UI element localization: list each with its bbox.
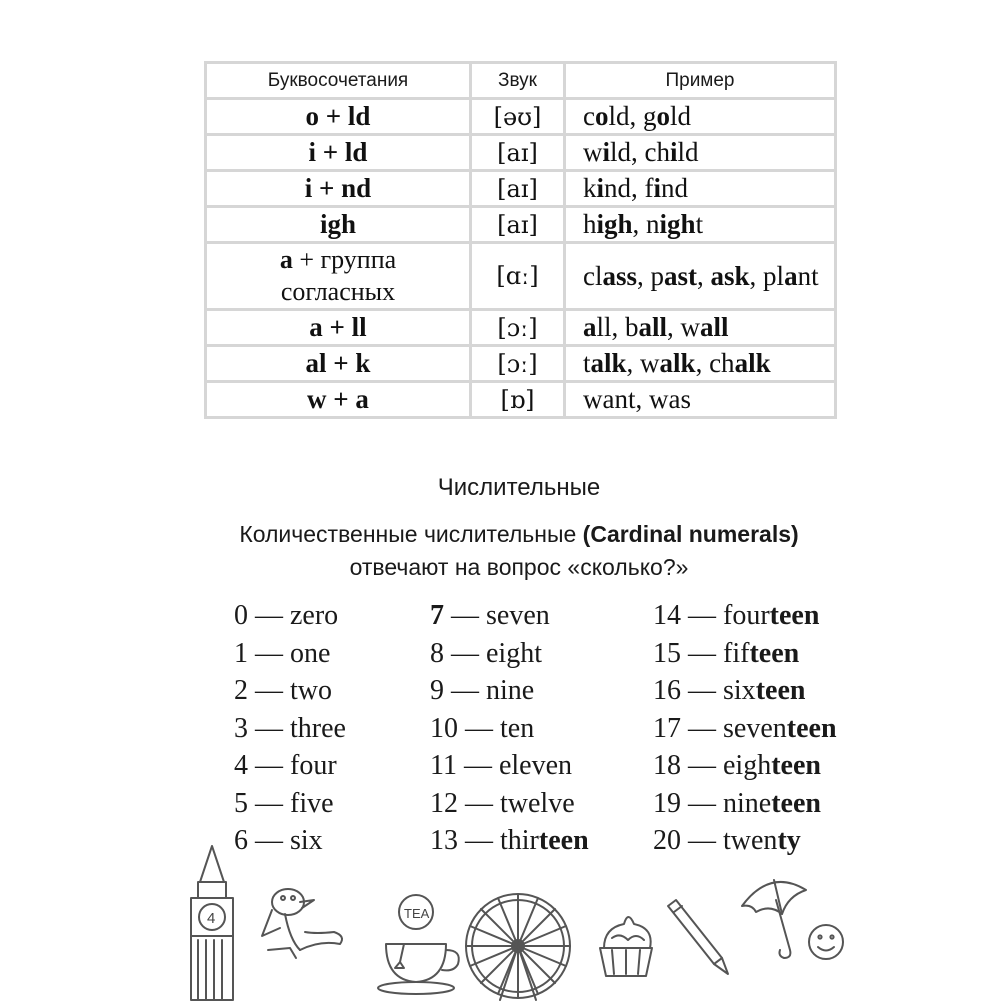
numeral-digit: 0: [234, 600, 248, 631]
example-text: c: [583, 101, 595, 131]
numeral-dash: —: [458, 787, 500, 819]
numeral-digit: 18: [653, 750, 681, 781]
numeral-digit: 10: [430, 712, 458, 744]
ferris-wheel-icon: [466, 894, 570, 1000]
example-text: , p: [637, 260, 665, 291]
big-ben-icon: [191, 846, 233, 1000]
numeral-stem: one: [290, 637, 331, 669]
umbrella-icon: [742, 880, 806, 958]
example-text: , n: [632, 209, 660, 239]
example-highlight: i: [596, 173, 605, 203]
letter-combination: w + a: [206, 382, 471, 418]
example-words: [565, 171, 836, 207]
sound-transcription: [ɒ]: [471, 382, 565, 418]
example-highlight: i: [653, 173, 662, 203]
numeral-digit: 12: [430, 787, 458, 819]
numeral-stem: two: [290, 675, 332, 706]
numeral-item: [430, 785, 589, 823]
example-text: ld: [670, 101, 692, 131]
example-highlight: all: [700, 312, 729, 342]
example-text: nd, f: [604, 173, 654, 203]
numeral-item: [653, 672, 837, 710]
sound-transcription: [aɪ]: [471, 171, 565, 207]
example-text: , w: [667, 312, 701, 342]
numeral-suffix: ty: [777, 825, 801, 856]
numeral-suffix: teen: [749, 637, 800, 669]
intro-prefix: Количественные числительные: [239, 521, 583, 547]
numeral-item: [653, 710, 837, 748]
numeral-digit: 13: [430, 825, 458, 856]
numeral-stem: fif: [723, 637, 750, 669]
numeral-dash: —: [681, 600, 723, 631]
table-row: [206, 310, 836, 346]
table-row: [206, 207, 836, 243]
numeral-dash: —: [681, 675, 723, 706]
example-text: nt, wa: [614, 384, 681, 414]
sound-transcription: [aɪ]: [471, 207, 565, 243]
example-text: ld: [677, 137, 699, 167]
numerals-column-3: [653, 597, 837, 860]
sound-transcription: [ɔː]: [471, 310, 565, 346]
numeral-digit: 7: [430, 600, 444, 631]
example-text: t: [695, 209, 704, 239]
example-words: [565, 99, 836, 135]
numeral-item: [653, 597, 837, 635]
example-text: s: [680, 384, 691, 414]
bird-icon: [262, 889, 342, 958]
numeral-stem: ten: [500, 712, 535, 744]
example-text: w: [583, 137, 603, 167]
numeral-digit: 15: [653, 637, 681, 669]
table-row: [206, 99, 836, 135]
numeral-suffix: teen: [771, 750, 821, 781]
letter-combination: al + k: [206, 346, 471, 382]
numeral-suffix: teen: [538, 825, 589, 856]
numeral-stem: nine: [723, 787, 772, 819]
numeral-dash: —: [444, 675, 486, 706]
numerals-column-2: [430, 597, 589, 860]
example-highlight: i: [602, 137, 611, 167]
pen-icon: [668, 900, 728, 974]
numeral-dash: —: [248, 750, 290, 781]
example-words: [565, 135, 836, 171]
header-example: Пример: [565, 63, 836, 99]
numeral-dash: —: [444, 600, 486, 631]
clock-digit: 4: [207, 910, 216, 927]
numeral-digit: 6: [234, 825, 248, 856]
example-words: [565, 310, 836, 346]
numeral-item: [430, 747, 589, 785]
numeral-item: [430, 710, 589, 748]
example-highlight: alk: [659, 348, 696, 378]
example-text: nd: [661, 173, 689, 203]
example-words: [565, 243, 836, 310]
numeral-stem: four: [723, 600, 770, 631]
sound-transcription: [ɑː]: [471, 243, 565, 310]
combo-rest-2: согласных: [280, 277, 396, 306]
numeral-item: [234, 710, 346, 748]
numeral-stem: twen: [723, 825, 778, 856]
numeral-item: [430, 597, 589, 635]
numeral-stem: eleven: [498, 750, 573, 781]
example-highlight: o: [594, 101, 609, 131]
numeral-dash: —: [248, 825, 290, 856]
example-highlight: alk: [590, 348, 627, 378]
table-row: [206, 382, 836, 418]
numeral-stem: three: [290, 712, 346, 744]
section-title: Числительные: [437, 474, 601, 501]
intro-line2: отвечают на вопрос «сколько?»: [349, 554, 689, 580]
numeral-dash: —: [444, 637, 486, 669]
example-highlight: all: [638, 312, 668, 342]
numeral-stem: thir: [500, 825, 539, 856]
intro-text: [0, 518, 1000, 584]
smiley-icon: [809, 925, 843, 959]
numeral-stem: six: [290, 825, 323, 856]
numeral-suffix: teen: [771, 787, 821, 819]
numeral-dash: —: [248, 712, 290, 744]
sound-transcription: [əʊ]: [471, 99, 565, 135]
letter-combination: i + nd: [206, 171, 471, 207]
combo-rest-1: + группа: [292, 245, 397, 274]
numeral-dash: —: [681, 750, 723, 781]
numerals-column-1: [234, 597, 346, 860]
numeral-stem: seven: [486, 600, 550, 631]
numeral-stem: six: [723, 675, 756, 706]
numeral-stem: twelve: [500, 787, 575, 819]
sound-transcription: [ɔː]: [471, 346, 565, 382]
numeral-item: [234, 785, 346, 823]
example-highlight: o: [656, 101, 670, 131]
numeral-dash: —: [458, 712, 500, 744]
example-highlight: ass: [602, 260, 638, 291]
header-combinations: Буквосочетания: [206, 63, 471, 99]
table-row: [206, 243, 836, 310]
numeral-dash: —: [681, 825, 723, 856]
numeral-digit: 16: [653, 675, 681, 706]
letter-combination: i + ld: [206, 135, 471, 171]
numeral-stem: eigh: [723, 750, 772, 781]
numeral-suffix: teen: [755, 675, 806, 706]
numeral-item: [234, 597, 346, 635]
example-words: [565, 207, 836, 243]
table-row: [206, 135, 836, 171]
numeral-item: [234, 747, 346, 785]
phonics-table: [204, 61, 837, 419]
numeral-dash: —: [681, 787, 723, 819]
numeral-digit: 1: [234, 637, 248, 669]
example-text: cl: [583, 260, 603, 291]
numeral-digit: 11: [430, 750, 457, 781]
numeral-digit: 4: [234, 750, 248, 781]
letter-combination: o + ld: [206, 99, 471, 135]
numeral-stem: eight: [486, 637, 542, 669]
numeral-digit: 19: [653, 787, 681, 819]
numeral-item: [653, 785, 837, 823]
numeral-item: [653, 747, 837, 785]
numeral-item: [430, 635, 589, 673]
example-highlight: ast: [664, 260, 698, 291]
example-text: ld, ch: [610, 137, 671, 167]
example-text: wa: [583, 384, 615, 414]
example-text: ll, b: [596, 312, 639, 342]
example-text: ,: [697, 260, 711, 291]
numeral-dash: —: [248, 637, 290, 669]
numeral-dash: —: [681, 637, 723, 669]
table-row: [206, 171, 836, 207]
numeral-stem: five: [290, 787, 334, 819]
numeral-digit: 14: [653, 600, 681, 631]
header-sound: Звук: [471, 63, 565, 99]
numeral-digit: 20: [653, 825, 681, 856]
table-row: [206, 346, 836, 382]
example-text: , w: [626, 348, 660, 378]
example-highlight: a: [583, 312, 597, 342]
numeral-item: [430, 672, 589, 710]
numeral-dash: —: [458, 825, 500, 856]
numeral-dash: —: [248, 600, 290, 631]
numeral-digit: 8: [430, 637, 444, 669]
cupcake-icon: [600, 917, 652, 976]
letter-combination: a + ll: [206, 310, 471, 346]
example-text: , pl: [749, 260, 785, 291]
numeral-suffix: teen: [786, 712, 837, 744]
example-highlight: i: [670, 137, 678, 167]
intro-bold: (Cardinal numerals): [582, 521, 799, 547]
example-highlight: igh: [659, 209, 696, 239]
example-text: ld, g: [608, 101, 657, 131]
table-header-row: [206, 63, 836, 99]
numeral-dash: —: [248, 675, 290, 706]
numeral-item: [653, 635, 837, 673]
example-words: [565, 382, 836, 418]
sound-transcription: [aɪ]: [471, 135, 565, 171]
example-highlight: a: [784, 260, 798, 291]
numeral-suffix: teen: [769, 600, 820, 631]
numeral-dash: —: [456, 750, 499, 781]
example-text: k: [583, 173, 597, 203]
numeral-stem: zero: [290, 600, 339, 631]
example-words: [565, 346, 836, 382]
numeral-digit: 2: [234, 675, 248, 706]
numeral-stem: seven: [723, 712, 787, 744]
example-text: h: [583, 209, 597, 239]
numeral-item: [234, 672, 346, 710]
example-text: t: [583, 348, 591, 378]
letter-combination: igh: [206, 207, 471, 243]
numeral-dash: —: [681, 712, 723, 744]
example-highlight: igh: [596, 209, 633, 239]
example-text: nt: [797, 260, 819, 291]
numeral-digit: 5: [234, 787, 248, 819]
numeral-digit: 3: [234, 712, 248, 744]
example-text: , ch: [695, 348, 735, 378]
example-highlight: alk: [734, 348, 771, 378]
numeral-item: [234, 635, 346, 673]
example-highlight: ask: [710, 260, 750, 291]
numeral-digit: 9: [430, 675, 444, 706]
numeral-stem: nine: [486, 675, 535, 706]
doodle-strip: [0, 840, 1000, 1000]
combo-bold: a: [279, 245, 293, 274]
teacup-icon: [378, 895, 459, 994]
tea-label: TEA: [404, 906, 430, 921]
numeral-dash: —: [248, 787, 290, 819]
letter-combination: [206, 243, 471, 310]
numeral-digit: 17: [653, 712, 681, 744]
numeral-stem: four: [290, 750, 337, 781]
